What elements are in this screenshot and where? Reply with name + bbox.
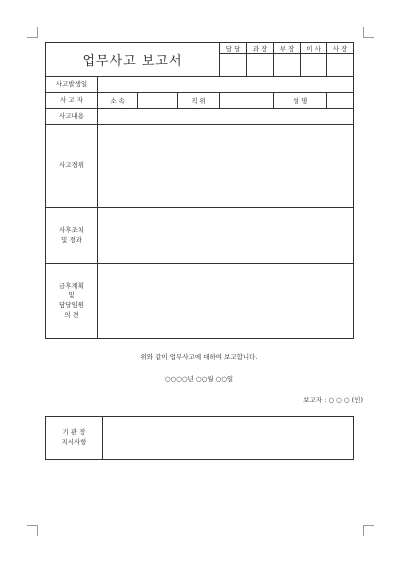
instruction-label-line2: 지시사항 bbox=[61, 438, 87, 446]
plan-label-line4: 의 견 bbox=[64, 310, 79, 319]
crop-mark-top-right bbox=[363, 27, 374, 38]
report-statement: 위와 같이 업무사고에 대하여 보고합니다. bbox=[140, 353, 258, 361]
approval-head-dept-head: 부 장 bbox=[274, 43, 301, 54]
action-label-line1: 사후조치 bbox=[58, 225, 85, 234]
instruction-field[interactable] bbox=[103, 417, 354, 460]
instruction-label-line1: 기 관 장 bbox=[62, 428, 86, 437]
plan-field[interactable] bbox=[98, 264, 354, 339]
position-field[interactable] bbox=[220, 93, 274, 109]
approval-sign-president[interactable] bbox=[327, 54, 354, 77]
approval-sign-section-chief[interactable] bbox=[247, 54, 274, 77]
approval-head-director: 이 사 bbox=[301, 43, 327, 54]
instruction-label bbox=[46, 417, 103, 460]
dept-field[interactable] bbox=[138, 93, 178, 109]
action-field[interactable] bbox=[98, 208, 354, 264]
instruction-table bbox=[45, 416, 354, 460]
accident-date-field[interactable] bbox=[98, 77, 354, 93]
person-label: 사 고 자 bbox=[46, 93, 98, 109]
plan-label-line1: 금후계획 bbox=[58, 281, 85, 290]
approval-head-section-chief: 과 장 bbox=[247, 43, 274, 54]
report-form-table bbox=[45, 42, 354, 339]
process-field[interactable] bbox=[98, 125, 354, 208]
approval-sign-dept-head[interactable] bbox=[274, 54, 301, 77]
dept-label: 소 속 bbox=[98, 93, 138, 109]
action-label bbox=[46, 208, 98, 264]
approval-sign-director[interactable] bbox=[301, 54, 327, 77]
process-label: 사고경위 bbox=[46, 125, 98, 208]
approval-head-staff: 담 당 bbox=[220, 43, 247, 54]
accident-date-label: 사고발생일 bbox=[46, 77, 98, 93]
plan-label-line2: 및 bbox=[68, 291, 75, 300]
reporter-line: 보고자 : ○ ○ ○ (인) bbox=[303, 396, 363, 404]
approval-sign-staff[interactable] bbox=[220, 54, 247, 77]
crop-mark-top-left bbox=[27, 27, 38, 38]
content-field[interactable] bbox=[98, 109, 354, 125]
report-date: ○○○○년 ○○월 ○○일 bbox=[164, 375, 234, 383]
action-label-line2: 및 경과 bbox=[61, 235, 82, 244]
crop-mark-bottom-left bbox=[27, 525, 38, 536]
name-field[interactable] bbox=[327, 93, 354, 109]
position-label: 직 위 bbox=[178, 93, 220, 109]
plan-label bbox=[46, 264, 98, 339]
name-label: 성 명 bbox=[274, 93, 327, 109]
crop-mark-bottom-right bbox=[363, 525, 374, 536]
approval-head-president: 사 장 bbox=[327, 43, 354, 54]
content-label: 사고내용 bbox=[46, 109, 98, 125]
form-title: 업무사고 보고서 bbox=[46, 43, 220, 77]
plan-label-line3: 담당임원 bbox=[58, 301, 85, 309]
